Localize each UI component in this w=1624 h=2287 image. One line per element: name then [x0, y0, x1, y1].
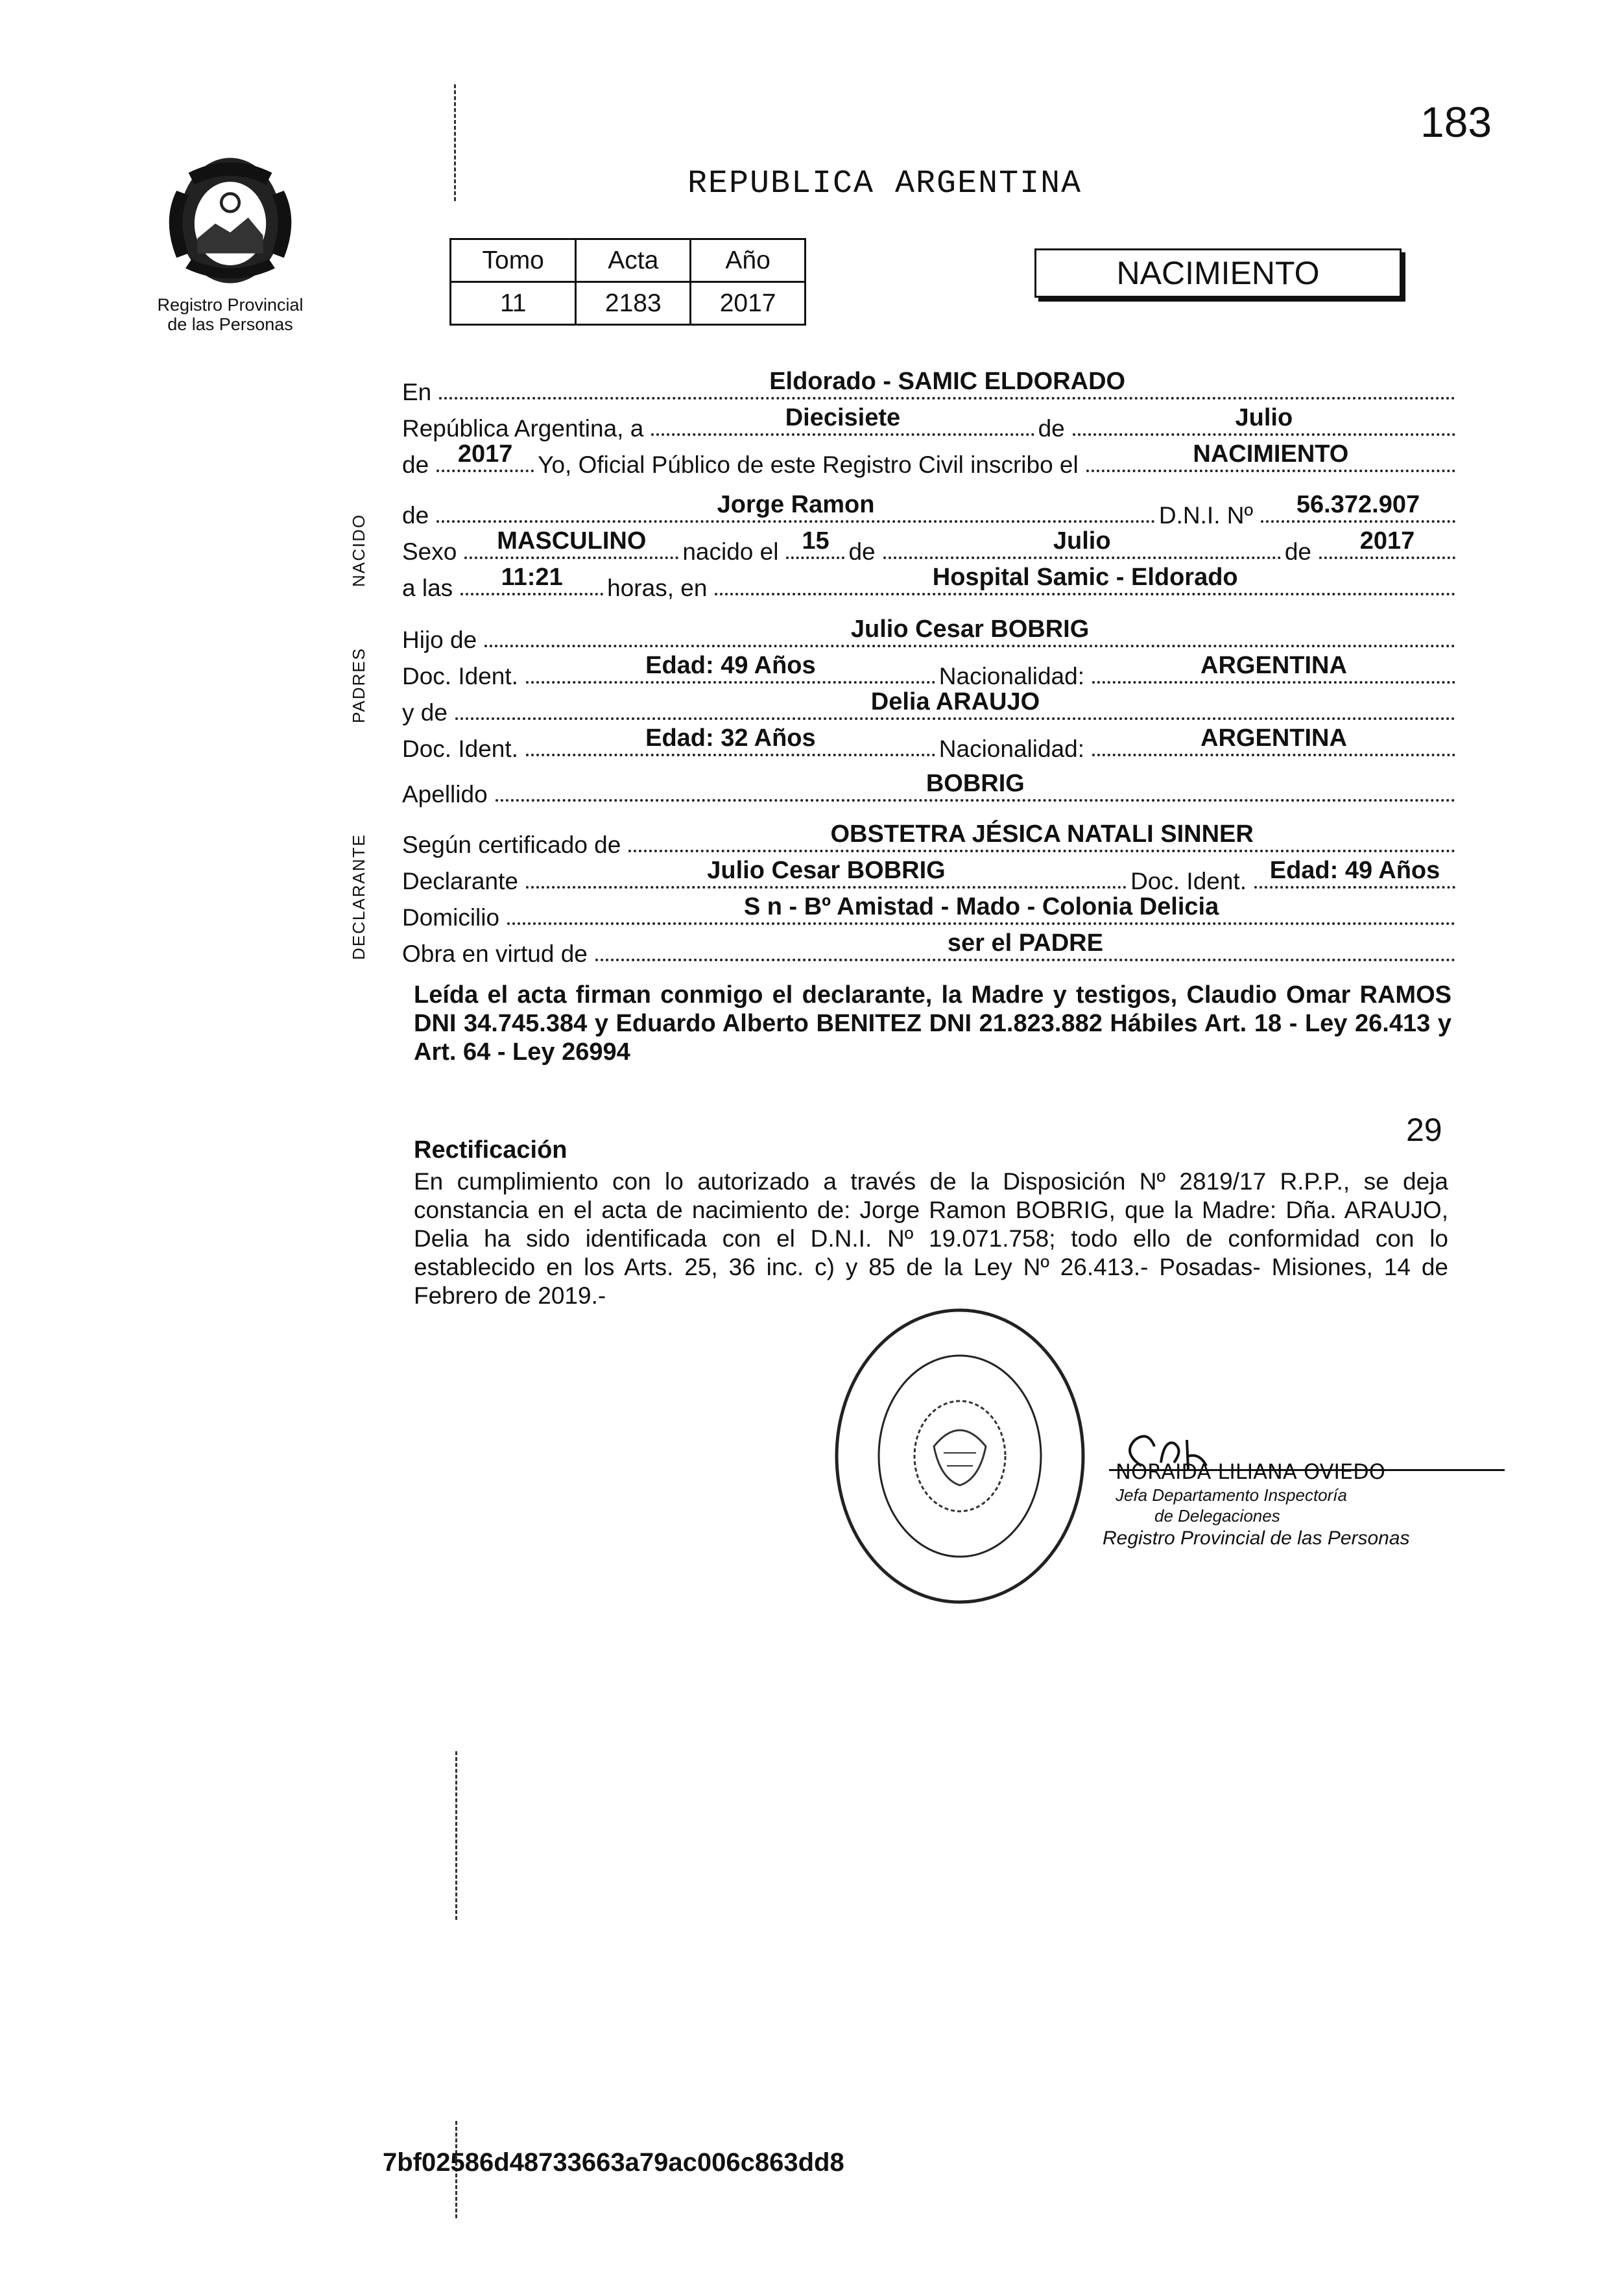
side-label-padres: PADRES	[349, 647, 368, 723]
field-madre-nac: ARGENTINA	[1200, 724, 1347, 752]
side-label-nacido: NACIDO	[349, 513, 368, 587]
field-domicilio: S n - Bº Amistad - Mado - Colonia Delicia	[743, 893, 1219, 920]
signer-title: Jefa Departamento Inspectoría	[1116, 1485, 1347, 1505]
field-anio: 2017	[457, 440, 513, 468]
line-republica: República Argentina, a Diecisiete de Julio	[402, 406, 1459, 442]
rectificacion-number: 29	[1406, 1112, 1442, 1148]
field-padre: Julio Cesar BOBRIG	[850, 616, 1090, 643]
field-nac-anio: 2017	[1359, 527, 1415, 555]
field-certificado: OBSTETRA JÉSICA NATALI SINNER	[830, 820, 1254, 848]
table-value-tomo: 11	[451, 282, 576, 325]
field-mes: Julio	[1235, 404, 1293, 431]
table-header-tomo: Tomo	[451, 239, 576, 282]
line-y-de: y de Delia ARAUJO	[402, 690, 1459, 726]
line-obra: Obra en virtud de ser el PADRE	[402, 931, 1459, 968]
line-madre-doc: Doc. Ident. Edad: 32 Años Nacionalidad: ARGENTINA	[402, 726, 1459, 763]
rectificacion-title: Rectificación	[414, 1136, 567, 1164]
line-segun: Según certificado de OBSTETRA JÉSICA NATALI SINNER	[402, 822, 1459, 859]
field-sexo: MASCULINO	[497, 527, 647, 555]
fold-mark-lower	[455, 1751, 457, 1920]
line-padre-doc: Doc. Ident. Edad: 49 Años Nacionalidad: ARGENTINA	[402, 654, 1459, 690]
signer-name: NORAIDA LILIANA OVIEDO	[1116, 1459, 1385, 1484]
document-hash: 7bf02586d48733663a79ac006c863dd8	[383, 2148, 844, 2177]
official-stamp	[830, 1304, 1090, 1609]
field-madre-doc: Edad: 32 Años	[645, 724, 816, 752]
field-padre-doc: Edad: 49 Años	[645, 652, 816, 679]
signer-department: de Delegaciones	[1154, 1506, 1280, 1526]
field-nac-dia: 15	[802, 527, 830, 555]
table-header-anio: Año	[691, 239, 806, 282]
field-nac-mes: Julio	[1053, 527, 1111, 555]
table-value-anio: 2017	[691, 282, 806, 325]
field-dni: 56.372.907	[1296, 491, 1420, 518]
document-title: REPUBLICA ARGENTINA	[687, 165, 1082, 202]
field-declarante: Julio Cesar BOBRIG	[707, 857, 946, 884]
field-dia: Diecisiete	[785, 404, 901, 431]
line-apellido: Apellido BOBRIG	[402, 772, 1459, 808]
field-apellido: BOBRIG	[925, 770, 1025, 797]
field-decl-doc: Edad: 49 Años	[1269, 857, 1440, 884]
rectificacion-text: En cumplimiento con lo autorizado a través de la Disposición Nº 2819/17 R.P.P., se deja constancia en el acta de nacimiento de: Jorge Ramon BOBRIG, que la Madre: Dña. ARAUJO, Delia ha sido identificada con el D.N.I. Nº 19.071.758; todo ello de conformidad con lo establecido en los Arts. 25, 36 inc. c) y 85 de la Ley Nº 26.413.- Posadas- Misiones, 14 de Febrero de 2019.-	[414, 1168, 1448, 1309]
field-madre: Delia ARAUJO	[870, 688, 1040, 715]
table-value-acta: 2183	[576, 282, 691, 325]
field-obra: ser el PADRE	[947, 929, 1103, 957]
registry-table	[449, 238, 806, 326]
field-lugar-nac: Hospital Samic - Eldorado	[932, 564, 1238, 591]
field-padre-nac: ARGENTINA	[1200, 652, 1347, 679]
page-number: 183	[1420, 98, 1492, 146]
record-type-box: NACIMIENTO	[1034, 248, 1402, 298]
signer-institution: Registro Provincial de las Personas	[1103, 1527, 1410, 1549]
line-sexo: Sexo MASCULINO nacido el 15 de Julio de 2017	[402, 529, 1459, 566]
field-lugar: Eldorado - SAMIC ELDORADO	[769, 368, 1126, 395]
line-hora: a las 11:21 horas, en Hospital Samic - Eldorado	[402, 566, 1459, 602]
field-inscripcion: NACIMIENTO	[1193, 440, 1349, 468]
line-domicilio: Domicilio S n - Bº Amistad - Mado - Colonia Delicia	[402, 895, 1459, 931]
province-seal-logo	[156, 146, 305, 295]
table-header-acta: Acta	[576, 239, 691, 282]
line-declarante: Declarante Julio Cesar BOBRIG Doc. Ident. Edad: 49 Años	[402, 859, 1459, 895]
side-label-declarante: DECLARANTE	[349, 833, 368, 960]
field-nombre: Jorge Ramon	[717, 491, 875, 518]
line-hijo-de: Hijo de Julio Cesar BOBRIG	[402, 617, 1459, 654]
closing-text: Leída el acta firman conmigo el declarante, la Madre y testigos, Claudio Omar RAMOS DNI 34.745.384 y Eduardo Alberto BENITEZ DNI 21.823.882 Hábiles Art. 18 - Ley 26.413 y Art. 64 - Ley 26994	[414, 981, 1451, 1066]
logo-caption: Registro Provincial de las Personas	[157, 295, 304, 334]
line-oficial: de 2017 Yo, Oficial Público de este Registro Civil inscribo el NACIMIENTO	[402, 442, 1459, 479]
fold-mark	[454, 84, 456, 201]
line-nombre: de Jorge Ramon D.N.I. Nº 56.372.907	[402, 493, 1459, 529]
field-hora: 11:21	[501, 564, 563, 591]
line-en: En Eldorado - SAMIC ELDORADO	[402, 370, 1459, 406]
